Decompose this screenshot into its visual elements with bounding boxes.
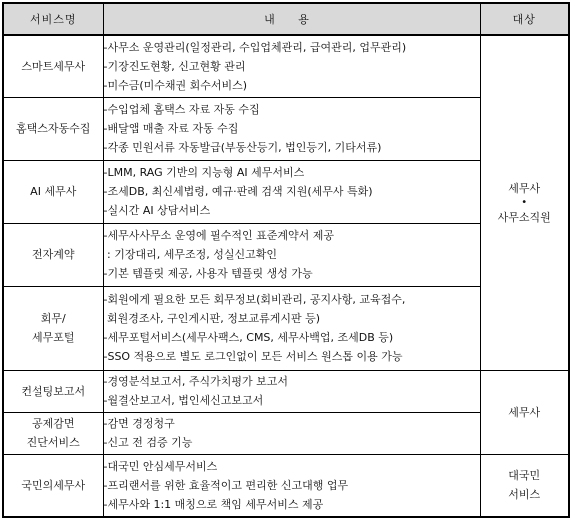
description-line: -세무사사무소 운영에 필수적인 표준계약서 제공 [103, 229, 334, 242]
target-text: 세무사 [508, 181, 541, 195]
service-name: 홈택스자동수집 [3, 97, 103, 160]
service-description [103, 412, 480, 454]
service-name-line: 회무/ [40, 312, 66, 325]
description-line: -월결산보고서, 법인세신고보고서 [103, 394, 264, 407]
description-line: -LMM, RAG 기반의 지능형 AI 세무서비스 [103, 166, 305, 179]
service-description [103, 35, 480, 97]
service-description [103, 223, 480, 286]
service-name [3, 412, 103, 454]
service-name: AI 세무사 [3, 160, 103, 223]
header-target: 대상 [480, 3, 569, 35]
description-line: -각종 민원서류 자동발급(부동산등기, 법인등기, 기타서류) [103, 141, 382, 154]
description-line: -사무소 운영관리(일정관리, 수입업체관리, 급여관리, 업무관리) [103, 40, 407, 54]
description-line: -실시간 AI 상담서비스 [103, 204, 211, 217]
table-header-row [3, 3, 569, 35]
bullet-dot: • [521, 196, 528, 208]
service-name [3, 286, 103, 370]
service-description [103, 97, 480, 160]
description-line: -조세DB, 최신세법령, 예규·판례 검색 지원(세무사 특화) [103, 185, 373, 198]
description-line: -감면 경정청구 [103, 417, 175, 430]
target-text: 사무소직원 [497, 210, 551, 224]
service-description [103, 160, 480, 223]
description-line: -신고 전 검증 기능 [103, 436, 193, 449]
description-line: -배달앱 매출 자료 자동 수집 [103, 122, 239, 135]
description-line: -세무포털서비스(세무사팩스, CMS, 세무사백업, 조세DB 등) [103, 331, 394, 344]
description-line: -회원에게 필요한 모든 회무정보(회비관리, 공지사항, 교육접수, [103, 293, 406, 306]
table-row [3, 370, 569, 412]
target-text: 대국민 [508, 469, 541, 483]
description-line: -수입업체 홈택스 자료 자동 수집 [103, 103, 260, 116]
service-description [103, 454, 480, 517]
service-name: 전자계약 [3, 223, 103, 286]
description-line: -미수금(미수채권 회수서비스) [103, 78, 248, 92]
description-line: -SSO 적용으로 별도 로그인없이 모든 서비스 원스톱 이용 가능 [103, 350, 403, 363]
description-line: : 기장대리, 세무조정, 성실신고확인 [103, 248, 277, 261]
target-text: 서비스 [508, 488, 541, 502]
document-page [2, 2, 570, 518]
service-name: 컨설팅보고서 [3, 370, 103, 412]
target-cell-tax-accountant: 세무사 [480, 370, 569, 454]
header-content: 내 용 [103, 3, 480, 35]
target-cell-professional [480, 35, 569, 370]
service-description [103, 286, 480, 370]
header-service: 서비스명 [3, 3, 103, 35]
description-line: -기본 템플릿 제공, 사용자 템플릿 생성 가능 [103, 267, 313, 280]
description-line: -기장진도현황, 신고현황 관리 [103, 59, 246, 73]
description-line: -세무사와 1:1 매칭으로 책임 세무서비스 제공 [103, 497, 324, 511]
description-line: -경영분석보고서, 주식가치평가 보고서 [103, 375, 288, 388]
service-name-line: 세무포털 [31, 331, 75, 344]
service-description [103, 370, 480, 412]
target-cell-public [480, 454, 569, 517]
description-line: -대국민 안심세무서비스 [103, 459, 218, 473]
service-name: 스마트세무사 [3, 35, 103, 97]
service-name-line: 공제감면 [31, 417, 75, 430]
service-table [2, 2, 570, 518]
service-name: 국민의세무사 [3, 454, 103, 517]
description-line: 회원경조사, 구인게시판, 정보교류게시판 등) [103, 312, 321, 325]
description-line: -프리랜서를 위한 효율적이고 편리한 신고대행 업무 [103, 478, 349, 492]
table-row [3, 35, 569, 97]
service-name-line: 진단서비스 [26, 436, 80, 449]
table-row [3, 454, 569, 517]
